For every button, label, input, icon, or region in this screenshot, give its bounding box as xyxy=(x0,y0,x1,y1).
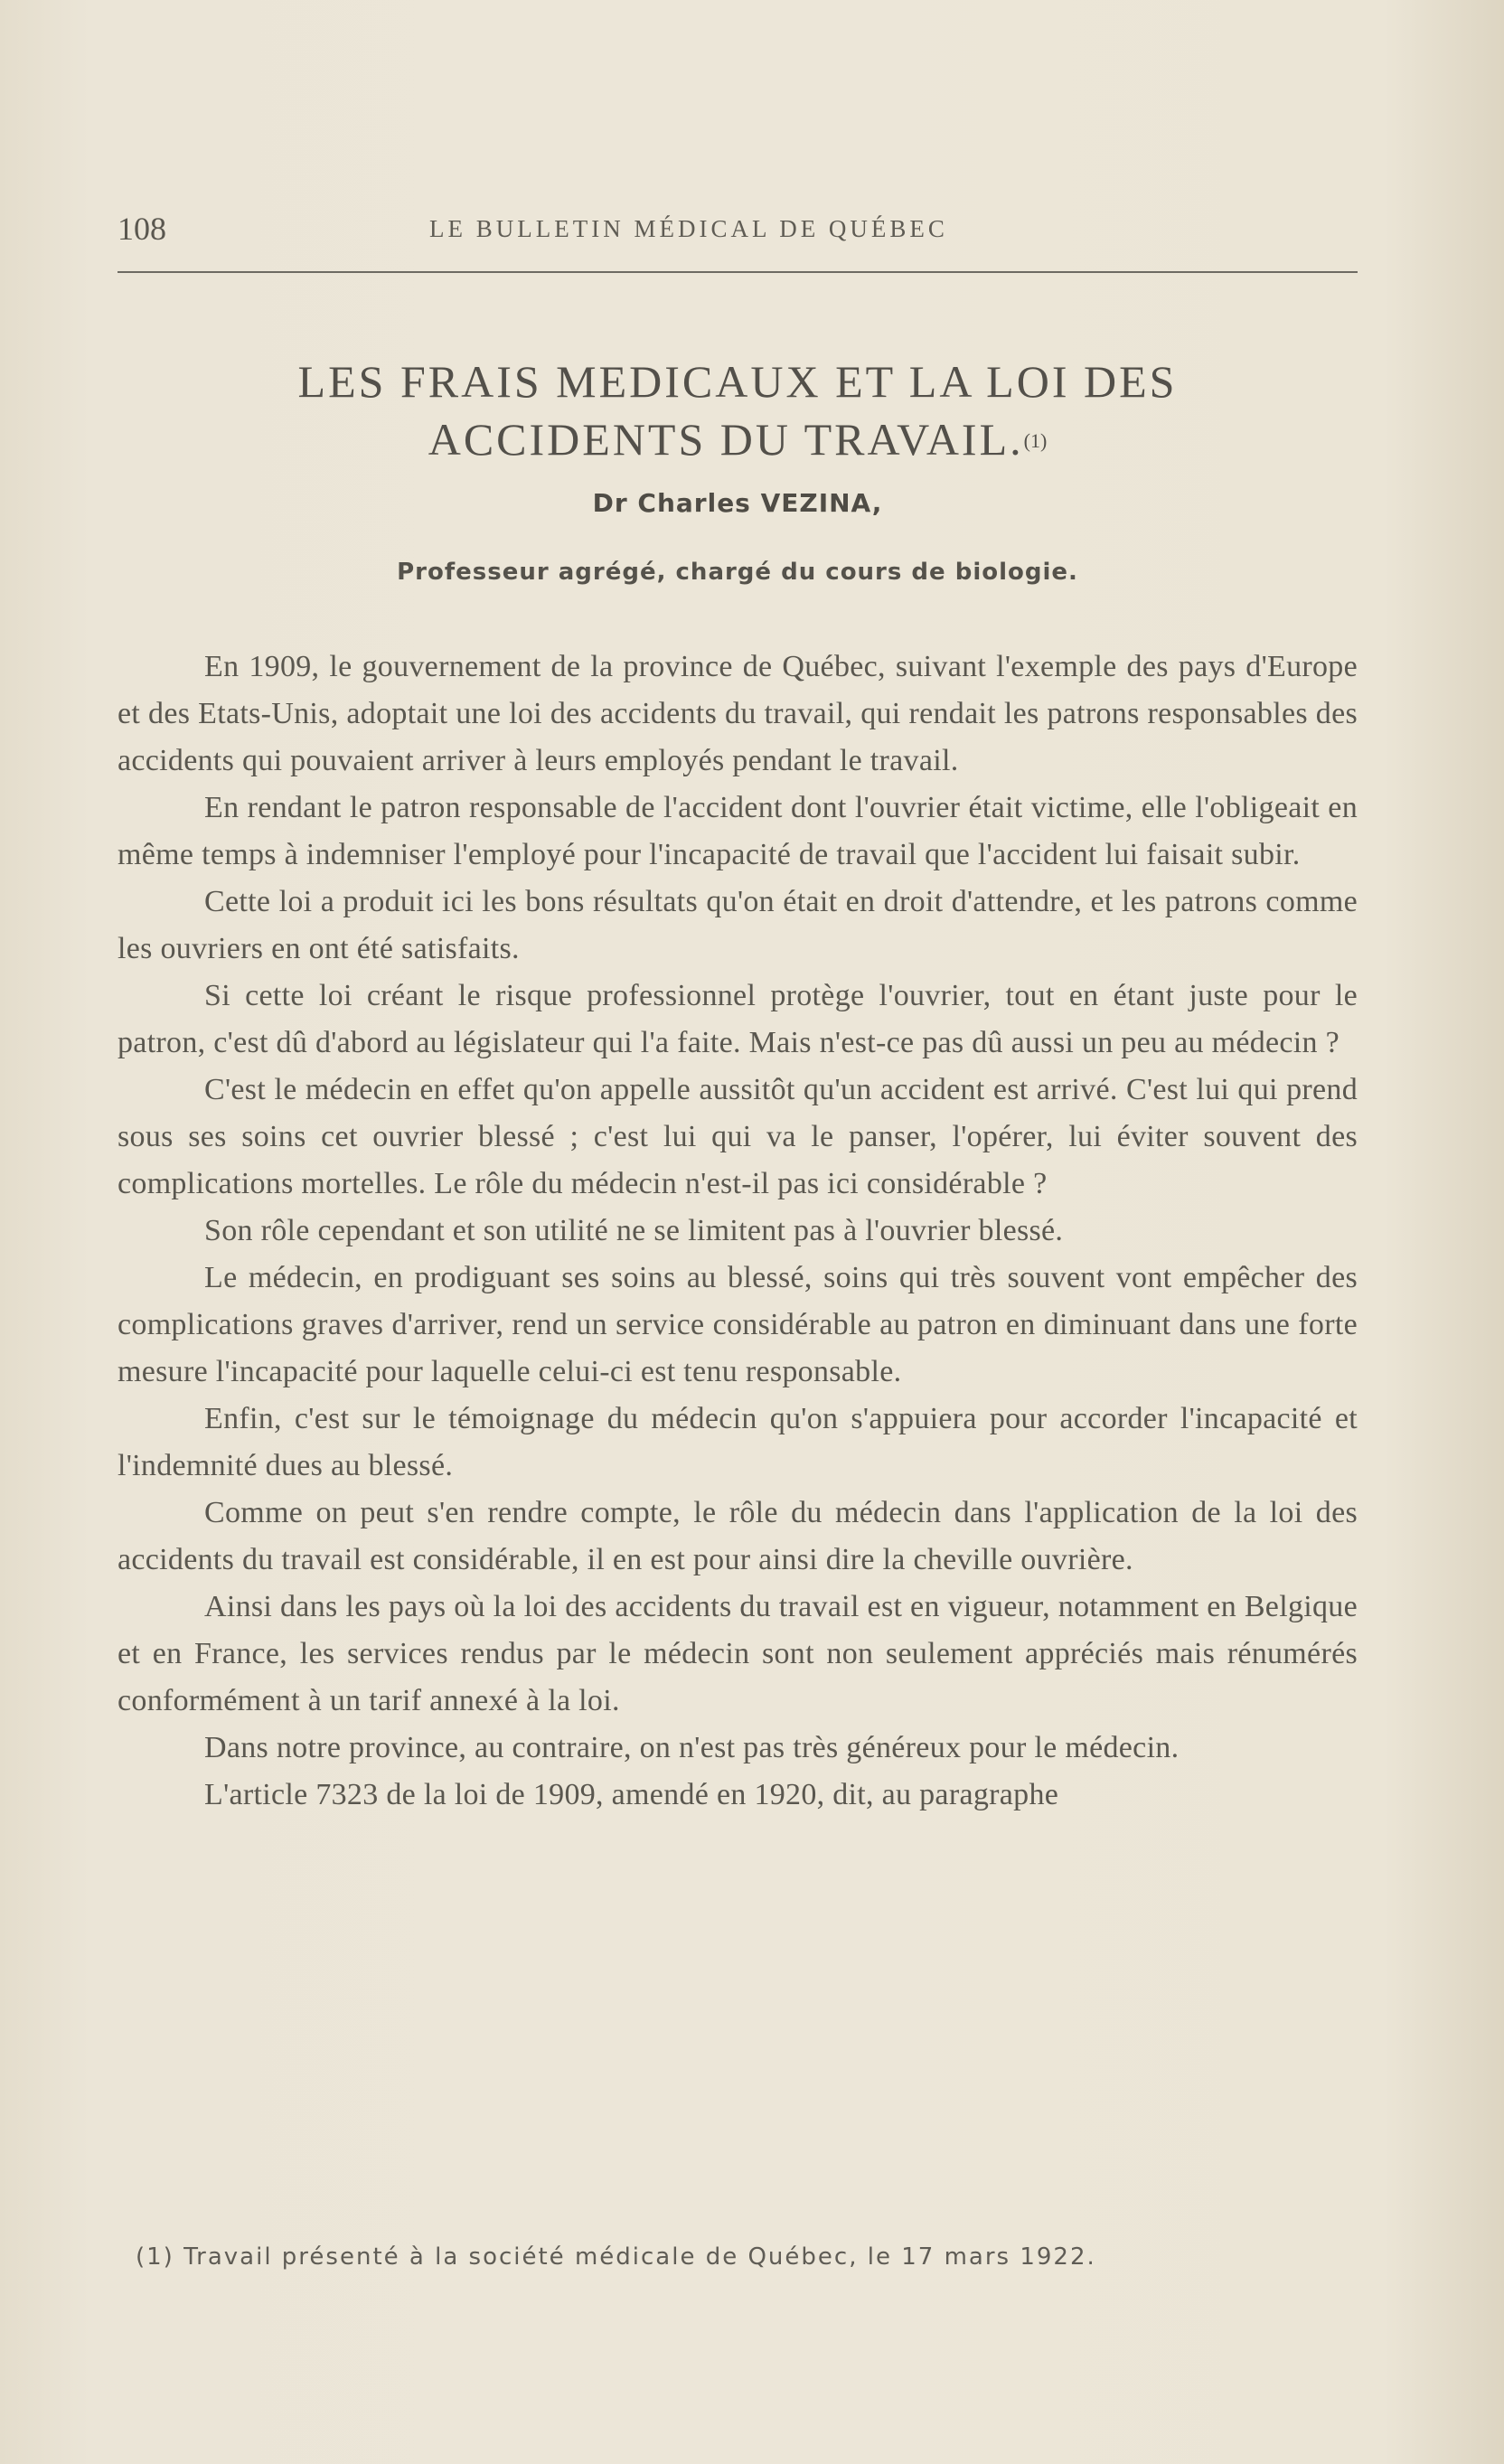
header-rule xyxy=(118,271,1358,273)
footnote: (1) Travail présenté à la société médicale de Québec, le 17 mars 1922. xyxy=(136,2243,1096,2271)
paragraph: En rendant le patron responsable de l'accident dont l'ouvrier était victime, elle l'obligeait en même temps à indemniser l'employé pour l'incapacité de travail que l'accident lui faisait subir. xyxy=(118,791,1358,871)
paragraph: Son rôle cependant et son utilité ne se limitent pas à l'ouvrier blessé. xyxy=(204,1214,1064,1247)
paragraph: Enfin, c'est sur le témoignage du médecin qu'on s'appuiera pour accorder l'incapacité et l'indemnité dues au blessé. xyxy=(118,1402,1358,1482)
paragraph: Ainsi dans les pays où la loi des accidents du travail est en vigueur, notamment en Belgique et en France, les services rendus par le médecin sont non seulement appréciés mais rénumérés conformément à un tarif annexé à la loi. xyxy=(118,1590,1358,1717)
author-affiliation: Professeur agrégé, chargé du cours de biologie. xyxy=(397,559,1078,586)
page-header xyxy=(118,210,1358,255)
title-line-1: LES FRAIS MEDICAUX ET LA LOI DES xyxy=(297,356,1178,407)
paragraph: Comme on peut s'en rendre compte, le rôle du médecin dans l'application de la loi des accidents du travail est considérable, il en est pour ainsi dire la cheville ouvrière. xyxy=(118,1496,1358,1576)
paragraph: C'est le médecin en effet qu'on appelle aussitôt qu'un accident est arrivé. C'est lui qui prend sous ses soins cet ouvrier blessé ; c'est lui qui va le panser, l'opérer, lui éviter souvent des complications mortelles. Le rôle du médecin n'est-il pas ici considérable ? xyxy=(118,1073,1358,1200)
article-title xyxy=(118,353,1358,468)
page-number: 108 xyxy=(118,211,166,247)
paragraph: Le médecin, en prodiguant ses soins au blessé, soins qui très souvent vont empêcher des complications graves d'arriver, rend un service considérable au patron en diminuant dans une forte mesure l'incapacité pour laquelle celui-ci est tenu responsable. xyxy=(118,1261,1358,1388)
title-line-2: ACCIDENTS DU TRAVAIL. xyxy=(428,414,1024,465)
paragraph: En 1909, le gouvernement de la province de Québec, suivant l'exemple des pays d'Europe et des Etats-Unis, adoptait une loi des accidents du travail, qui rendait les patrons responsables des accidents qui pouvaient arriver à leurs employés pendant le travail. xyxy=(118,650,1358,777)
paragraph: Si cette loi créant le risque professionnel protège l'ouvrier, tout en étant juste pour le patron, c'est dû d'abord au législateur qui l'a faite. Mais n'est-ce pas dû aussi un peu au médecin ? xyxy=(118,979,1358,1059)
paragraph: Dans notre province, au contraire, on n'est pas très généreux pour le médecin. xyxy=(204,1731,1180,1764)
footnote-mark: (1) xyxy=(1023,429,1048,452)
article-body xyxy=(118,644,1358,1819)
running-head: LE BULLETIN MÉDICAL DE QUÉBEC xyxy=(429,215,948,242)
author-name: Dr Charles VEZINA, xyxy=(592,488,883,518)
paragraph: Cette loi a produit ici les bons résultats qu'on était en droit d'attendre, et les patrons comme les ouvriers en ont été satisfaits. xyxy=(118,885,1358,965)
paragraph: L'article 7323 de la loi de 1909, amendé en 1920, dit, au paragraphe xyxy=(204,1778,1059,1811)
